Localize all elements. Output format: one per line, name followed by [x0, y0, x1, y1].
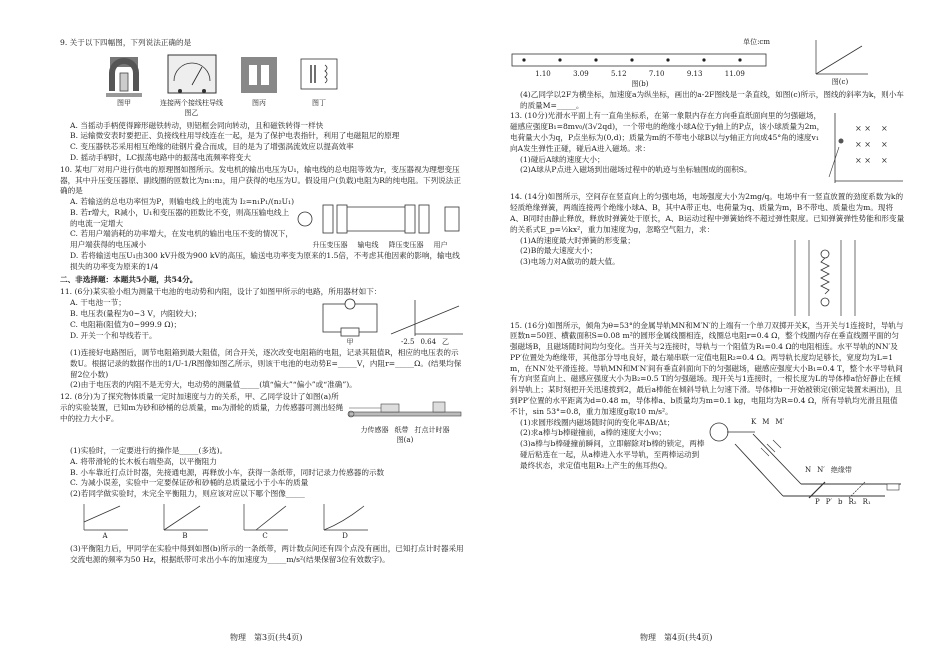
q12-apparatus-figure	[345, 392, 465, 446]
tape-unit: 单位:cm	[743, 38, 770, 46]
figure-c-caption: 图(c)	[831, 78, 849, 86]
graph-intercept-x: -2.5	[400, 338, 415, 347]
tape-value-3: 5.12	[611, 69, 627, 78]
q12-part-3: (3)平衡阻力后，甲同学在实验中得到如图(b)所示的一条纸带，两计数点间还有四个点没有画出，已知打点计时器采用交流电源的频率为50 Hz，根据纸带可求出小车的加速度为_____m/s²(结果保留3位有效数字)。	[70, 543, 464, 564]
figure-yi	[160, 51, 223, 119]
q15-part-1: (1)求圆形线圈内磁场随时间的变化率ΔB/Δt；	[520, 417, 675, 427]
q14-part-3: (3)电场力对A做功的最大值。	[520, 257, 620, 267]
svg-text:×: ×	[881, 156, 888, 166]
svg-text:×: ×	[881, 140, 888, 150]
graph-choice-a	[80, 502, 130, 542]
question-11-stem: 11. (6分)某实验小组为测量干电池的电动势和内阻，设计了如图甲所示的电路，所用器材如下：	[60, 287, 382, 297]
q11-item-b: B. 电压表(量程为0~3 V，内阻较大)；	[70, 308, 202, 318]
q12-part-2: (2)若同学做实验时，未完全平衡阻力，则应该对应以下哪个图像_____	[70, 489, 305, 499]
rail-m-label: M	[762, 417, 770, 426]
step-down-label: 降压变压器	[388, 241, 424, 250]
q13-part-1: (1)碰后A球的速度大小；	[520, 154, 605, 164]
graph-choice-c-label: C	[262, 532, 268, 541]
question-15	[510, 321, 905, 508]
graph-choice-d	[320, 502, 370, 542]
step-up-label: 升压变压器	[312, 241, 348, 250]
q15-part-3: (3)a棒与b棒碰撞前瞬间，立即解除对b棒的锁定，两棒碰后粘连在一起，从a棒进入水平导轨，至两棒运动到最终状态，求定值电阻R₂上产生的焦耳热Q。	[520, 439, 705, 470]
q11-circuit-figure	[315, 298, 385, 348]
q12-option-b: B. 小车靠近打点计时器，先接通电源，再释放小车，获得一条纸带，同时记录力传感器的示数	[70, 467, 385, 477]
figure-jia-caption: 甲	[346, 338, 354, 347]
q9-option-a: A. 当摇动手柄使得蹄形磁铁转动，则铝框会同向转动，且和磁铁转得一样快	[70, 120, 324, 130]
insulating-band-label: 绝缘带	[830, 465, 852, 474]
q13-part-2: (2)A球从P点进入磁场到出磁场过程中的轨迹与坐标轴围成的面积S。	[520, 165, 752, 175]
figure-jia	[100, 51, 148, 119]
exam-page-4	[510, 38, 905, 638]
figure-bing-label: 图丙	[252, 98, 266, 107]
a-2f-graph-figure	[810, 38, 870, 90]
tape-value-5: 9.13	[686, 69, 703, 78]
graph-intercept-y: 0.64	[420, 338, 437, 347]
question-9-stem: 9. 关于以下四幅图，下列说法正确的是	[60, 38, 192, 47]
graph-choice-a-label: A	[102, 532, 108, 541]
graph-choice-b	[160, 502, 210, 542]
svg-text:× ×: × ×	[855, 140, 871, 150]
svg-text:× ×: × ×	[855, 156, 871, 166]
power-transmission-diagram	[295, 197, 465, 251]
q12-tape-figure-row	[510, 38, 905, 90]
figure-ding-label: 图丁	[312, 98, 326, 107]
user-label: 用户	[433, 241, 448, 250]
exam-page-3	[60, 38, 465, 638]
graph-choice-c	[240, 502, 290, 542]
resistor-r1-label: R₁	[862, 497, 871, 506]
question-13-stem: 13. (10分)光滑水平面上有一直角坐标系，在第一象限内存在方向垂直纸面向里的匀强磁场，磁感应强度B₁=8mv₀/(3√2qd)，一个带电的绝缘小球A位于y轴上的P点，该小球质量为2m，电荷量大小为q，P点坐标为(0,d)；质量为m的不带电小球B以与y轴正方向成45°角的速度v₁向A发生弹性正碰，碰后A进入磁场。求：	[510, 111, 825, 153]
q13-field-figure	[825, 111, 905, 191]
question-14-stem: 14. (14分)如图所示，空间存在竖直向上的匀强电场，电场强度大小为2mg/q。电场中有一竖直放置的劲度系数为k的轻质绝缘弹簧，两端连接两个绝缘小球A、B，其中A带正电、电荷量为q、质量为m，B不带电、质量也为m。现将A、B同时由静止释放，释放时弹簧处于原长，A、B运动过程中弹簧始终不超过弹性限度。已知弹簧弹性势能和形变量的关系式E_p=½kx²，重力加速度为g，忽略空气阻力，求：	[510, 192, 905, 234]
q15-rails-figure	[705, 418, 905, 508]
figure-bing	[235, 51, 283, 119]
question-15-stem: 15. (16分)如图所示，倾角为θ=53°的金属导轨MN和M′N′的上端有一个单刀双掷开关K，当开关与1连接时，导轨与匝数n=50匝、横截面积S=0.08 m²的圆形金属线圈相连，线圈总电阻r=0.4 Ω，整个线圈内存在垂直线圈平面的匀强磁场B，且磁场随时间均匀变化。当开关与2连接时，导轨与一个阻值为R₁=0.4 Ω的电阻相连。水平导轨的NN′及PP′位置处为绝缘带，其他部分导电良好，最右端串联一定值电阻R₂=0.4 Ω。两导轨长度均足够长，宽度均为L=1 m，在NN′处平滑连接。导轨MN和M′N′间有垂直斜面向下的匀强磁场，磁感应强度大小B₁=0.4 T，整个水平导轨间有方向竖直向上、磁感应强度大小为B₂=0.5 T的匀强磁场。现开关与1连接时，一根长度为L的导体棒a恰好静止在倾斜导轨上；某时刻把开关迅速拨到2，最后a棒能在倾斜导轨上匀速下滑。导体棒b一开始被锁定(锁定装置未画出)，且到PP′位置的水平距离为d=0.48 m，导体棒a、b质量均为m=0.1 kg，电阻均为R=0.4 Ω，所有导轨均光滑且阻值不计，sin 53°=0.8，重力加速度g取10 m/s²。	[510, 320, 904, 416]
tape-label: 纸带	[394, 426, 409, 435]
figure-ding	[295, 51, 343, 119]
question-12-stem: 12. (8分)为了探究物体质量一定时加速度与力的关系，甲、乙同学设计了如图(a)所示的实验装置，已知m为砂和砂桶的总质量，m₀为滑轮的质量，力传感器可测出轻绳中的拉力大小F。	[60, 392, 344, 423]
question-10	[60, 165, 465, 273]
rail-n-label: N	[805, 465, 812, 474]
page-3-footer: 物理 第3页(共4页)	[230, 633, 303, 642]
q12-option-c: C. 为减小误差，实验中一定要保证砂和砂桶的总质量远小于小车的质量	[70, 478, 309, 488]
rail-m-prime-label: M′	[775, 417, 785, 426]
graph-choice-d-label: D	[342, 532, 348, 541]
force-sensor-label: 力传感器	[360, 426, 389, 435]
q12-option-a: A. 将带滑轮的长木板右端垫高，以平衡阻力	[70, 456, 217, 466]
q12-part-1: (1)实验时，一定要进行的操作是_____(多选)。	[70, 446, 228, 456]
line-label: 输电线	[357, 241, 379, 250]
q10-option-a: A. 若输送的总电功率恒为P，则输电线上的电流为 I₂=n₁P₁/(n₂U₁)	[70, 197, 295, 207]
q9-option-b: B. 运输微安表时要把正、负接线柱用导线连在一起，是为了保护电表指针，利用了电磁阻尼的原理	[70, 131, 400, 141]
question-9	[60, 38, 465, 164]
question-9-figures	[100, 51, 465, 119]
figure-yi-label: 连接两个接线柱导线 图乙	[160, 98, 223, 117]
question-14	[510, 192, 905, 319]
q9-option-c: C. 变压器铁芯采用相互绝缘的硅钢片叠合而成，目的是为了增强涡流效应以提高效率	[70, 142, 354, 152]
q9-option-d: D. 摇动手柄时，LC振荡电路中的振荡电流频率将变大	[70, 153, 251, 162]
resistor-r2-label: R₂	[848, 497, 857, 506]
rod-b-label: b	[838, 497, 843, 506]
q14-part-2: (2)B的最大速度大小；	[520, 246, 598, 256]
figure-yi-caption: 乙	[442, 338, 450, 347]
question-13	[510, 111, 905, 191]
q11-item-c: C. 电阻箱(阻值为0~999.9 Ω)；	[70, 319, 182, 329]
figure-jia-label: 图甲	[117, 98, 131, 107]
q10-option-c: C. 若用户端消耗的功率增大，在发电机的输出电压不变的情况下，用户端获得的电压减小	[70, 229, 293, 250]
q14-spring-figure	[785, 236, 865, 320]
question-12	[60, 392, 465, 565]
tape-value-6: 11.09	[724, 69, 745, 78]
q14-part-1: (1)A的速度最大时弹簧的形变量；	[520, 235, 635, 245]
figure-b-caption: 图(b)	[631, 79, 649, 88]
section-2-heading: 二、非选择题：本题共5小题，共54分。	[60, 274, 198, 284]
tape-value-1: 1.10	[535, 69, 551, 78]
switch-k-label: K	[751, 417, 757, 426]
graph-choice-b-label: B	[182, 532, 188, 541]
q15-part-2: (2)求a棒与b棒碰撞前，a棒的速度大小v₀；	[520, 428, 666, 438]
rail-p-prime-label: P′	[825, 497, 833, 506]
q12-graph-choices	[80, 502, 465, 542]
q11-item-a: A. 干电池一节；	[70, 298, 126, 308]
rail-p-label: P	[815, 497, 820, 506]
tape-value-2: 3.09	[573, 69, 589, 78]
question-10-stem: 10. 某电厂对用户进行供电的原理图如图所示。发电机的输出电压为U₁，输电线的总电阻等效为r，变压器视为理想变压器，其中升压变压器原、副线圈的匝数比为n₁:n₂，用户获得的电压为U。假设用户(负载)电阻为R的纯电阻。下列说法正确的是	[60, 164, 461, 196]
tape-value-4: 7.10	[648, 69, 665, 78]
q10-option-d: D. 若将输送电压U₁由300 kV升级为900 kV的高压，输送电功率变为原来的1.5倍，不考虑其他因素的影响，输电线损失的功率变为原来的1/4	[70, 251, 460, 271]
figure-a-caption: 图(a)	[396, 436, 414, 445]
q11-graph-figure	[385, 298, 465, 348]
page-4-footer: 物理 第4页(共4页)	[640, 633, 713, 642]
rail-n-prime-label: N′	[817, 465, 825, 474]
svg-text:×: ×	[881, 124, 888, 134]
q12-part-4: (4)乙同学以2F为横坐标，加速度a为纵坐标，画出的a-2F图线是一条直线，如图(c)所示，图线的斜率为k，则小车的质量M=_____。	[520, 89, 904, 110]
svg-text:× ×: × ×	[855, 124, 871, 134]
timer-label: 打点计时器	[414, 426, 450, 435]
q11-part-1: (1)连接好电路图后，调节电阻箱到最大阻值，闭合开关，逐次改变电阻箱的电阻，记录其阻值R，相应的电压表的示数U。根据记录的数据作出的1/U-1/R图像如图乙所示，则该干电池的电动势E=_____V，内阻r=_____Ω。(结果均保留2位小数)	[70, 348, 462, 379]
question-11	[60, 287, 465, 391]
q11-part-2: (2)由于电压表的内阻不是无穷大，电动势的测量值_____(填“偏大”“偏小”或“准确”)。	[70, 380, 357, 390]
q11-item-d: D. 开关一个和导线若干。	[70, 330, 157, 340]
paper-tape-figure	[510, 38, 770, 90]
q10-option-b: B. 若r增大，R减小，U₁和变压器的匝数比不变，则高压输电线上的电流一定增大	[70, 207, 290, 228]
